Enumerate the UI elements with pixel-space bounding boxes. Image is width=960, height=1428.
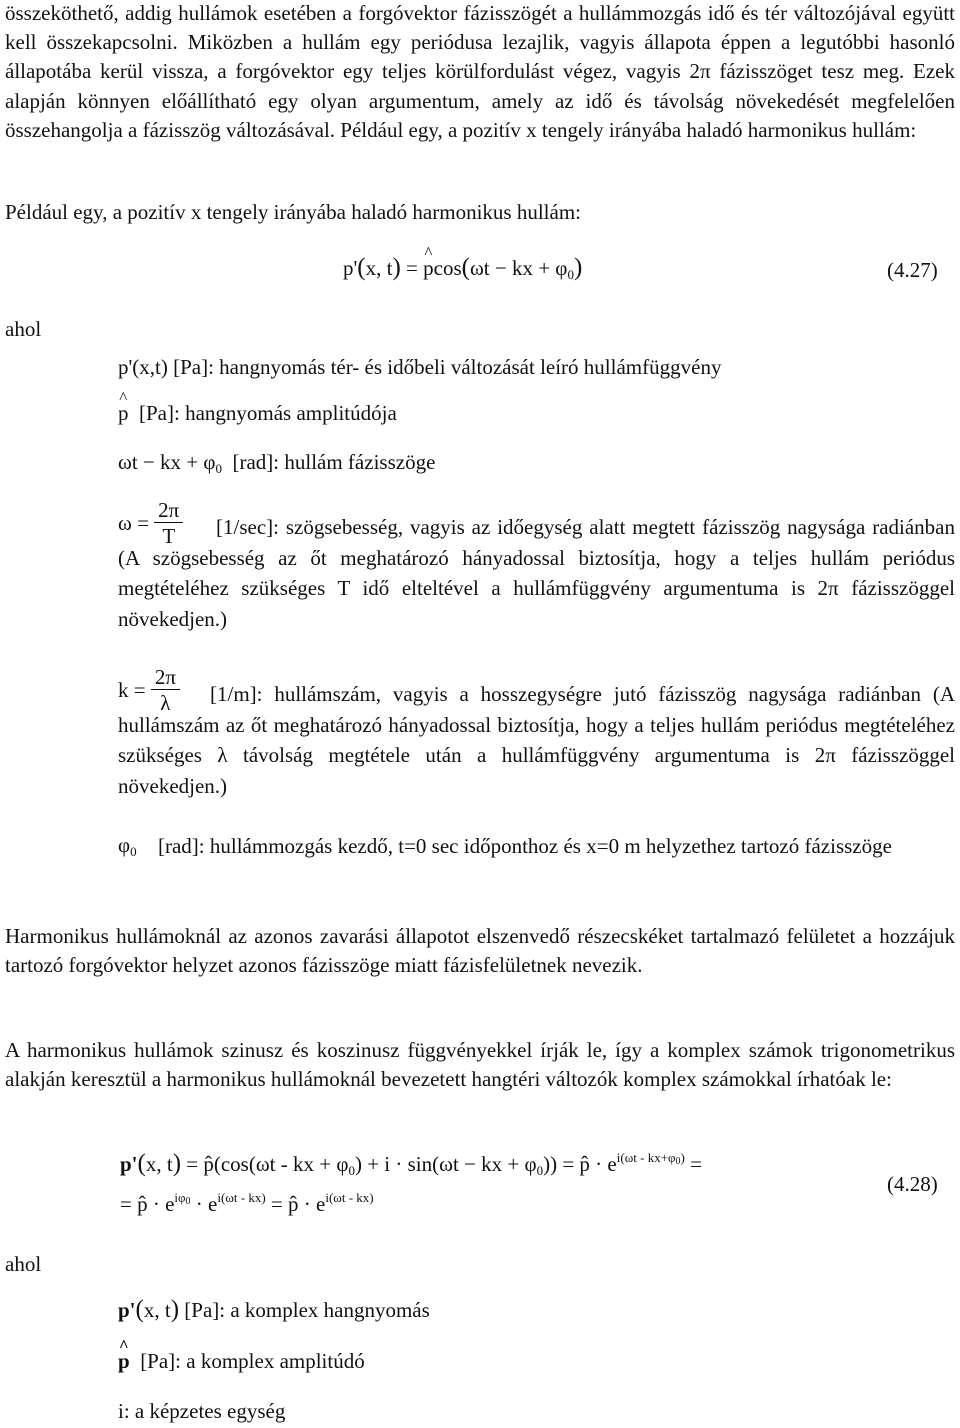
para-harmonic: Harmonikus hullámoknál az azonos zavarási állapotot elszenvedő részecskéket tartalmazó felületet a hozzájuk tartozó forgóvektor helyzet azonos fázisszöge miatt fázisfelületnek nevezik. (5, 924, 955, 978)
def-complex-pressure: p'(x, t) [Pa]: a komplex hangnyomás (118, 1296, 430, 1323)
def-phi0: [rad]: hullámmozgás kezdő, t=0 sec időponthoz és x=0 m helyzethez tartozó fázisszöge (158, 834, 892, 858)
def-phat: ^ p [Pa]: hangnyomás amplitúdója (118, 401, 397, 426)
equation-4-27: p'(x, t) = ^ pcos(ωt − kx + $\varphi_0$) (343, 254, 582, 282)
def-phase: ωt − kx + $\varphi_0$ [rad]: hullám fázisszöge (118, 450, 436, 476)
para-complex: A harmonikus hullámok szinusz és koszinusz függvényekkel írják le, így a komplex számok trigonometrikus alakján keresztül a harmonikus hullámoknál bevezetett hangtéri változók komplex számokkal írhatóak le: (5, 1038, 955, 1092)
phi0-symbol: $\varphi_0$ (118, 833, 137, 859)
k-fraction: k = $\frac{2\pi}{\lambda}$ (118, 665, 186, 716)
equation-number-4-27: (4.27) (887, 258, 938, 282)
def-complex-amplitude: ^ p [Pa]: a komplex amplitúdó (118, 1349, 365, 1374)
equation-4-28-line1: p'(x, t) = p̂(cos(ωt - kx + $\varphi_0) + i \cdot \sin(\omega t$ − kx + $\varphi_0$)) = p̂ · $e^{i(\omega t - kx+\varphi_0)}$ = (120, 1150, 702, 1178)
def-k: [1/m]: hullámszám, vagyis a hosszegységre jutó fázisszög nagysága radiánban (A hullámszám az őt meghatározó hányadossal biztosítja, hogy a teljes hullám periódus megtételéhez szükséges λ távolság megtétele után a hullámfüggvény argumentuma is 2π fázisszöggel növekedjen.) (118, 682, 955, 798)
ahol-label-2: ahol (5, 1252, 42, 1276)
equation-4-28-line2: = p̂ · $e^{i\varphi_0} \cdot e^{i(\omega t - kx)}$ = p̂ · $e^{i(\omega t - kx)}$ (120, 1190, 374, 1216)
def-imaginary-unit: i: a képzetes egység (118, 1399, 286, 1423)
intro-paragraph: összeköthető, addig hullámok esetében a forgóvektor fázisszögét a hullámmozgás idő és tér változójával együtt kell összekapcsolni. Miközben a hullám egy periódusa lezajlik, vagyis állapota éppen a legutóbbi hasonló állapotába kerül vissza, a forgóvektor egy teljes körülfordulást végez, vagyis 2π fázisszöget tesz meg. Ezek alapján könnyen előállítható egy olyan argumentum, amely az idő és távolság növekedését megfelelően összehangolja a fázisszög változásával. Például egy, a pozitív x tengely irányába haladó harmonikus hullám: (5, 1, 955, 142)
def-pxt: p'(x,t) [Pa]: hangnyomás tér- és időbeli változását leíró hullámfüggvény (118, 355, 722, 379)
repeat-line: Például egy, a pozitív x tengely irányába haladó harmonikus hullám: (5, 200, 581, 224)
ahol-label-1: ahol (5, 317, 42, 341)
equation-number-4-28: (4.28) (887, 1172, 938, 1196)
def-omega: [1/sec]: szögsebesség, vagyis az időegység alatt megtett fázisszög nagysága radiánban (A szögsebesség az őt meghatározó hányadossal biztosítja, hogy a teljes hullám periódus megtételéhez szükséges T idő elteltével a hullámfüggvény argumentuma is 2π fázisszöggel növekedjen.) (118, 515, 955, 631)
omega-fraction: ω = $\frac{2\pi}{T}$ (118, 498, 189, 549)
